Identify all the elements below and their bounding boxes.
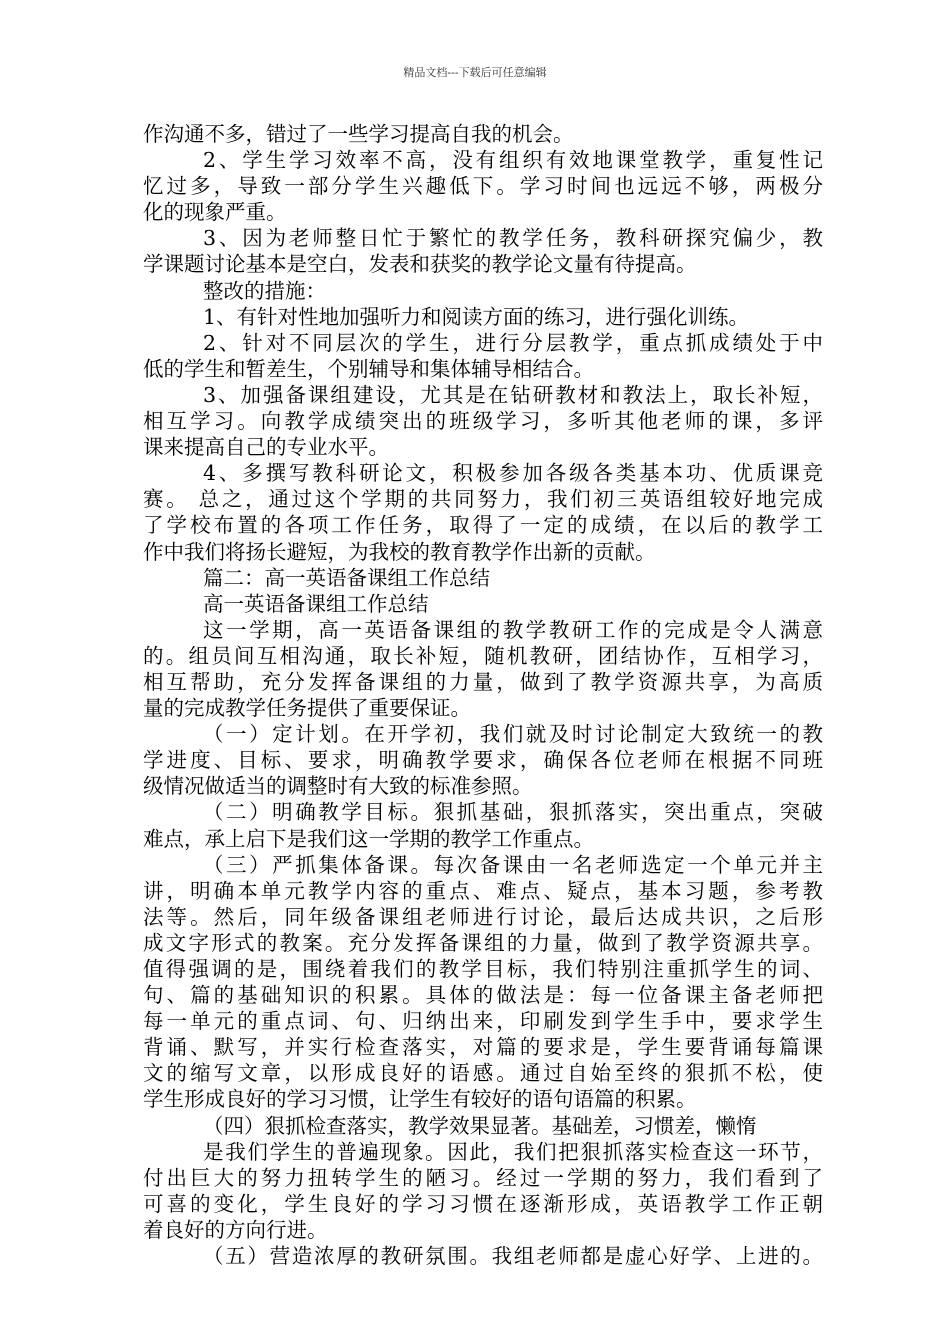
text-line: 作沟通不多，错过了一些学习提高自我的机会。 [143, 122, 574, 146]
text-line: （一）定计划。在开学初，我们就及时讨论制定大致统一的教 [203, 722, 823, 747]
text-line: 篇二：高一英语备课组工作总结 [203, 565, 490, 590]
text-line: 这一学期，高一英语备课组的教学教研工作的完成是令人满意 [203, 617, 823, 642]
text-line: 低的学生和暂差生，个别辅导和集体辅导相结合。 [143, 356, 594, 381]
text-line: 可喜的变化，学生良好的学习习惯在逐渐形成，英语教学工作正朝 [143, 1191, 823, 1216]
text-line: 是我们学生的普遍现象。因此，我们把狠抓落实检查这一环节， [203, 1139, 823, 1164]
text-line: 了学校布置的各项工作任务，取得了一定的成绩，在以后的教学工 [143, 513, 823, 538]
text-line: 学生形成良好的学习习惯，让学生有较好的语句语篇的积累。 [143, 1087, 697, 1112]
text-line: 付出巨大的努力扭转学生的陋习。经过一学期的努力，我们看到了 [143, 1165, 823, 1190]
text-line: 3、加强备课组建设，尤其是在钻研教材和教法上，取长补短， [203, 382, 823, 407]
text-line: （四）狠抓检查落实，教学效果显著。基础差，习惯差，懒惰 [203, 1113, 757, 1138]
text-line: 赛。 总之，通过这个学期的共同努力，我们初三英语组较好地完成 [143, 487, 823, 512]
text-line: 相互学习。向教学成绩突出的班级学习，多听其他老师的课，多评 [143, 409, 823, 434]
text-line: 1、有针对性地加强听力和阅读方面的练习，进行强化训练。 [203, 304, 750, 329]
text-line: 成文字形式的教案。充分发挥备课组的力量，做到了教学资源共享。 [143, 930, 823, 955]
text-line: 每一单元的重点词、句、归纳出来，印刷发到学生手中，要求学生 [143, 1009, 823, 1034]
text-line: 学课题讨论基本是空白，发表和获奖的教学论文量有待提高。 [143, 252, 697, 277]
text-line: 句、篇的基础知识的积累。具体的做法是：每一位备课主备老师把 [143, 983, 823, 1008]
text-line: 学进度、目标、要求，明确教学要求，确保各位老师在根据不同班 [143, 748, 823, 773]
text-line: 值得强调的是，围绕着我们的教学目标，我们特别注重抓学生的词、 [143, 957, 823, 981]
text-line: 着良好的方向行进。 [143, 1217, 328, 1242]
text-line: （三）严抓集体备课。每次备课由一名老师选定一个单元并主 [203, 852, 823, 877]
text-line: 整改的措施： [203, 278, 326, 303]
text-line: 课来提高自己的专业水平。 [143, 435, 389, 460]
text-line: 高一英语备课组工作总结 [203, 591, 429, 616]
text-line: 忆过多，导致一部分学生兴趣低下。学习时间也远远不够，两极分 [143, 174, 823, 199]
text-line: 2、针对不同层次的学生，进行分层教学，重点抓成绩处于中 [203, 330, 823, 355]
text-line: 法等。然后，同年级备课组老师进行讨论，最后达成共识，之后形 [143, 904, 823, 929]
document-body [143, 121, 823, 1269]
text-line: 3、因为老师整日忙于繁忙的教学任务，教科研探究偏少，教 [203, 226, 823, 251]
text-line: 级情况做适当的调整时有大致的标准参照。 [143, 774, 533, 799]
text-line: 相互帮助，充分发挥备课组的力量，做到了教学资源共享，为高质 [143, 669, 823, 694]
text-line: 作中我们将扬长避短，为我校的教育教学作出新的贡献。 [143, 539, 656, 564]
text-line: 背诵、默写，并实行检查落实，对篇的要求是，学生要背诵每篇课 [143, 1035, 823, 1060]
text-line: 文的缩写文章，以形成良好的语感。通过自始至终的狠抓不松，使 [143, 1061, 823, 1086]
page-header: 精品文档---下载后可任意编辑 [403, 66, 547, 79]
text-line: 讲，明确本单元教学内容的重点、难点、疑点，基本习题，参考教 [143, 878, 823, 903]
text-line: 4、多撰写教科研论文，积极参加各级各类基本功、优质课竞 [203, 461, 823, 486]
text-line: （五）营造浓厚的教研氛围。我组老师都是虚心好学、上进的。 [203, 1244, 823, 1269]
text-line: 量的完成教学任务提供了重要保证。 [143, 696, 471, 721]
text-line: 化的现象严重。 [143, 200, 287, 225]
text-line: 2、学生学习效率不高，没有组织有效地课堂教学，重复性记 [203, 148, 823, 173]
text-line: （二）明确教学目标。狠抓基础，狠抓落实，突出重点，突破 [203, 800, 823, 825]
text-line: 难点，承上启下是我们这一学期的教学工作重点。 [143, 826, 594, 851]
text-line: 的。组员间互相沟通，取长补短，随机教研，团结协作，互相学习， [143, 643, 823, 668]
